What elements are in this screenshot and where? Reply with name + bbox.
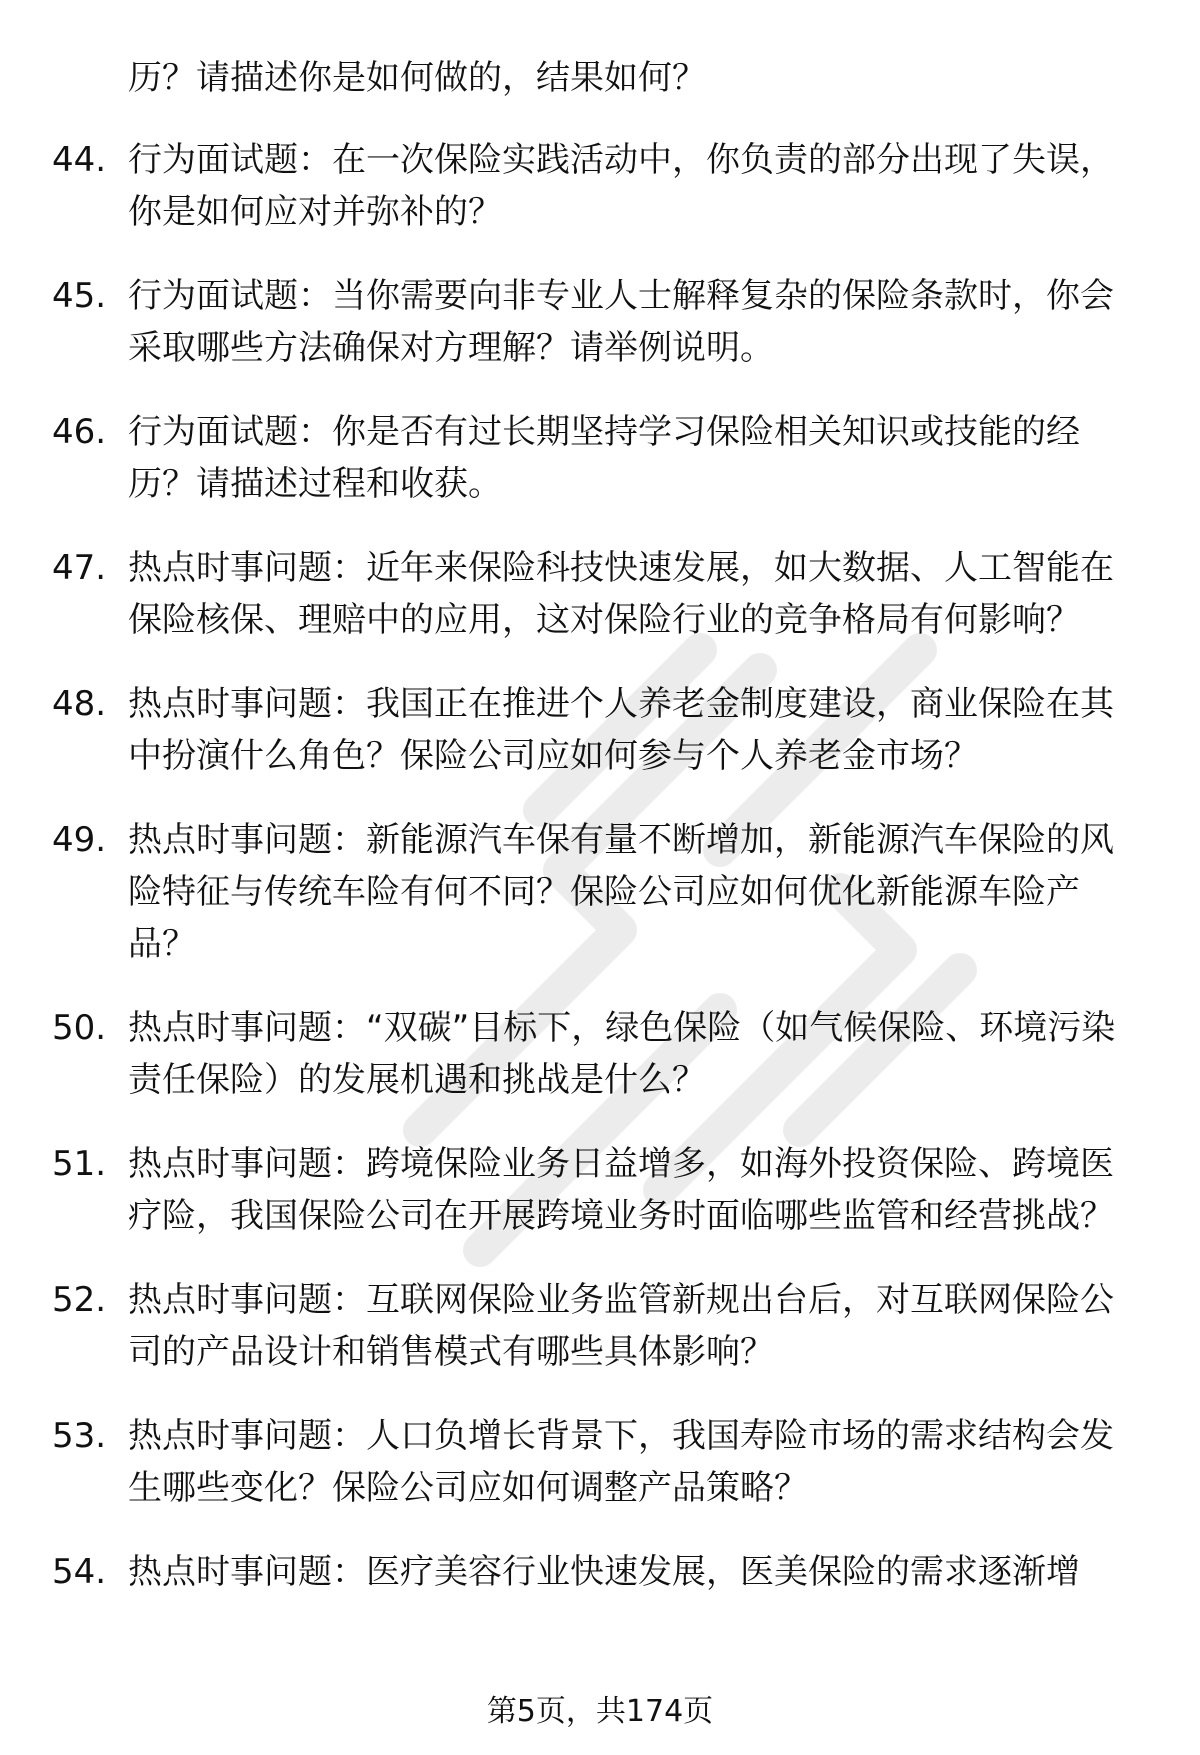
question-text: 热点时事问题：医疗美容行业快速发展，医美保险的需求逐渐增 xyxy=(128,1552,1080,1592)
question-number: 49. xyxy=(52,820,107,860)
question-item xyxy=(52,814,1142,970)
question-number: 48. xyxy=(52,684,107,724)
question-item xyxy=(52,1546,1142,1598)
question-text: 行为面试题：你是否有过长期坚持学习保险相关知识或技能的经历？请描述过程和收获。 xyxy=(128,412,1080,504)
question-text: 热点时事问题：跨境保险业务日益增多，如海外投资保险、跨境医疗险，我国保险公司在开展跨境业务时面临哪些监管和经营挑战？ xyxy=(128,1144,1114,1236)
question-text: 行为面试题：当你需要向非专业人士解释复杂的保险条款时，你会采取哪些方法确保对方理解？请举例说明。 xyxy=(128,276,1114,368)
question-number: 52. xyxy=(52,1280,107,1320)
question-text: 热点时事问题：近年来保险科技快速发展，如大数据、人工智能在保险核保、理赔中的应用，这对保险行业的竞争格局有何影响？ xyxy=(128,548,1114,640)
question-number: 47. xyxy=(52,548,107,588)
question-number: 44. xyxy=(52,140,107,180)
question-number: 50. xyxy=(52,1008,107,1048)
question-item xyxy=(52,1002,1142,1106)
question-text: 热点时事问题：互联网保险业务监管新规出台后，对互联网保险公司的产品设计和销售模式有哪些具体影响？ xyxy=(128,1280,1114,1372)
question-item xyxy=(52,678,1142,782)
question-item xyxy=(52,1138,1142,1242)
question-number: 46. xyxy=(52,412,107,452)
question-number: 53. xyxy=(52,1416,107,1456)
question-item xyxy=(52,1274,1142,1378)
question-item xyxy=(52,270,1142,374)
page-footer: 第5页，共174页 xyxy=(486,1694,714,1729)
question-text: 行为面试题：在一次保险实践活动中，你负责的部分出现了失误，你是如何应对并弥补的？ xyxy=(128,140,1114,232)
question-number: 51. xyxy=(52,1144,107,1184)
continuation-text: 历？请描述你是如何做的，结果如何？ xyxy=(128,58,706,98)
question-number: 45. xyxy=(52,276,107,316)
question-text: 热点时事问题：我国正在推进个人养老金制度建设，商业保险在其中扮演什么角色？保险公司应如何参与个人养老金市场？ xyxy=(128,684,1114,776)
question-text: 热点时事问题：人口负增长背景下，我国寿险市场的需求结构会发生哪些变化？保险公司应如何调整产品策略？ xyxy=(128,1416,1114,1508)
question-item xyxy=(52,542,1142,646)
question-number: 54. xyxy=(52,1552,107,1592)
question-item xyxy=(52,406,1142,510)
question-list xyxy=(52,134,1142,1630)
question-text: 热点时事问题：新能源汽车保有量不断增加，新能源汽车保险的风险特征与传统车险有何不同？保险公司应如何优化新能源车险产品？ xyxy=(128,820,1114,964)
question-text: 热点时事问题：“双碳”目标下，绿色保险（如气候保险、环境污染责任保险）的发展机遇和挑战是什么？ xyxy=(128,1008,1116,1100)
question-item xyxy=(52,1410,1142,1514)
question-item xyxy=(52,134,1142,238)
